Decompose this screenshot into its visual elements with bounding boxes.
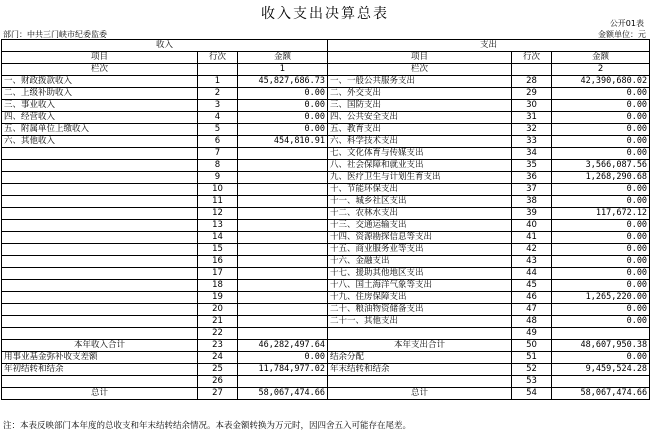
expense-lanci-blank [512,64,552,76]
income-item-cell: 六、其他收入 [2,136,198,148]
amount-unit-label: 金额单位：元 [598,30,646,39]
income-amount-cell: 0.00 [238,352,328,364]
table-row [2,268,650,280]
income-line-cell: 14 [198,232,238,244]
income-section-header: 收入 [2,40,328,52]
expense-amount-cell: 48,607,950.38 [552,340,650,352]
income-amount-cell: 45,827,686.73 [238,76,328,88]
income-amount-cell [238,256,328,268]
expense-amount-cell: 0.00 [552,124,650,136]
expense-line-cell: 28 [512,76,552,88]
table-row [2,160,650,172]
expense-amount-cell: 117,672.12 [552,208,650,220]
expense-item-cell: 总计 [328,388,512,400]
income-amount-cell [238,292,328,304]
income-line-cell: 4 [198,112,238,124]
expense-amount-header: 金额 [552,52,650,64]
expense-amount-cell: 0.00 [552,232,650,244]
income-amount-cell [238,328,328,340]
expense-item-cell: 四、公共安全支出 [328,112,512,124]
table-row [2,364,650,376]
income-lanci-label: 栏次 [2,64,198,76]
expense-line-cell: 38 [512,196,552,208]
expense-item-cell: 十九、住房保障支出 [328,292,512,304]
income-item-cell [2,172,198,184]
expense-line-cell: 32 [512,124,552,136]
table-row [2,280,650,292]
income-line-cell: 13 [198,220,238,232]
expense-amount-cell: 1,268,290.68 [552,172,650,184]
column-index-row [2,64,650,76]
income-line-cell: 12 [198,208,238,220]
income-lanci-blank [198,64,238,76]
income-amount-cell: 454,810.91 [238,136,328,148]
income-line-cell: 26 [198,376,238,388]
income-amount-cell [238,184,328,196]
expense-amount-cell: 0.00 [552,100,650,112]
expense-item-cell: 八、社会保障和就业支出 [328,160,512,172]
expense-amount-cell: 0.00 [552,148,650,160]
expense-lanci-label: 栏次 [328,64,512,76]
expense-amount-cell: 0.00 [552,268,650,280]
income-item-cell [2,376,198,388]
income-amount-cell [238,280,328,292]
expense-item-cell: 十、节能环保支出 [328,184,512,196]
expense-item-cell: 十七、援助其他地区支出 [328,268,512,280]
expense-line-cell: 50 [512,340,552,352]
income-amount-cell: 58,067,474.66 [238,388,328,400]
expense-amount-cell: 0.00 [552,316,650,328]
income-amount-cell: 11,784,977.02 [238,364,328,376]
table-row [2,220,650,232]
income-column-number: 1 [238,64,328,76]
income-line-cell: 24 [198,352,238,364]
expense-line-cell: 29 [512,88,552,100]
table-row [2,184,650,196]
expense-line-cell: 51 [512,352,552,364]
income-line-cell: 22 [198,328,238,340]
expense-amount-cell: 0.00 [552,112,650,124]
expense-column-number: 2 [552,64,650,76]
income-amount-cell [238,304,328,316]
income-item-cell [2,148,198,160]
income-item-cell: 本年收入合计 [2,340,198,352]
table-row [2,100,650,112]
expense-line-cell: 40 [512,220,552,232]
expense-amount-cell: 0.00 [552,196,650,208]
expense-line-cell: 33 [512,136,552,148]
table-row [2,88,650,100]
income-item-cell: 三、事业收入 [2,100,198,112]
expense-item-cell: 二十一、其他支出 [328,316,512,328]
expense-line-cell: 52 [512,364,552,376]
expense-amount-cell: 0.00 [552,184,650,196]
expense-item-cell [328,376,512,388]
income-line-cell: 27 [198,388,238,400]
income-item-cell: 总计 [2,388,198,400]
expense-amount-cell: 1,265,220.00 [552,292,650,304]
expense-line-header: 行次 [512,52,552,64]
expense-line-cell: 46 [512,292,552,304]
income-amount-cell: 46,282,497.64 [238,340,328,352]
income-line-cell: 5 [198,124,238,136]
income-item-cell [2,328,198,340]
income-line-cell: 1 [198,76,238,88]
income-line-cell: 17 [198,268,238,280]
table-row [2,76,650,88]
table-row [2,196,650,208]
income-line-cell: 7 [198,148,238,160]
table-row [2,232,650,244]
expense-item-cell: 三、国防支出 [328,100,512,112]
expense-amount-cell: 0.00 [552,136,650,148]
expense-item-cell: 十一、城乡社区支出 [328,196,512,208]
income-item-cell [2,304,198,316]
income-amount-cell: 0.00 [238,124,328,136]
income-amount-cell [238,376,328,388]
income-amount-cell [238,148,328,160]
table-row [2,256,650,268]
income-amount-cell [238,244,328,256]
expense-item-cell: 十八、国土海洋气象等支出 [328,280,512,292]
table-row [2,376,650,388]
expense-item-header: 项目 [328,52,512,64]
expense-line-cell: 43 [512,256,552,268]
expense-item-cell: 二、外交支出 [328,88,512,100]
expense-item-cell: 五、教育支出 [328,124,512,136]
table-row [2,328,650,340]
table-row [2,304,650,316]
income-amount-cell [238,172,328,184]
table-body [2,76,650,400]
income-item-cell [2,160,198,172]
table-row [2,172,650,184]
expense-line-cell: 41 [512,232,552,244]
expense-amount-cell: 0.00 [552,244,650,256]
income-item-cell [2,280,198,292]
expense-amount-cell: 3,566,087.56 [552,160,650,172]
expense-item-cell: 本年支出合计 [328,340,512,352]
income-amount-cell [238,208,328,220]
expense-line-cell: 35 [512,160,552,172]
income-line-cell: 6 [198,136,238,148]
income-amount-cell [238,220,328,232]
income-line-cell: 20 [198,304,238,316]
income-line-cell: 8 [198,160,238,172]
income-item-cell: 四、经营收入 [2,112,198,124]
table-row [2,352,650,364]
income-item-cell [2,208,198,220]
income-item-cell [2,196,198,208]
table-row [2,112,650,124]
income-item-cell [2,292,198,304]
income-item-cell [2,316,198,328]
report-title: 收入支出决算总表 [261,6,389,22]
expense-amount-cell: 0.00 [552,304,650,316]
income-amount-cell: 0.00 [238,100,328,112]
expense-item-cell: 一、一般公共服务支出 [328,76,512,88]
expense-line-cell: 42 [512,244,552,256]
income-amount-cell [238,268,328,280]
table-row [2,292,650,304]
expense-item-cell: 九、医疗卫生与计划生育支出 [328,172,512,184]
expense-amount-cell: 9,459,524.28 [552,364,650,376]
expense-line-cell: 45 [512,280,552,292]
expense-line-cell: 34 [512,148,552,160]
income-amount-cell: 0.00 [238,112,328,124]
expense-amount-cell: 0.00 [552,88,650,100]
income-item-cell: 一、财政拨款收入 [2,76,198,88]
column-header-row [2,52,650,64]
expense-line-cell: 53 [512,376,552,388]
table-row [2,244,650,256]
income-line-cell: 10 [198,184,238,196]
income-amount-cell [238,232,328,244]
table-row [2,340,650,352]
expense-item-cell: 六、科学技术支出 [328,136,512,148]
expense-amount-cell: 0.00 [552,352,650,364]
expense-item-cell: 年末结转和结余 [328,364,512,376]
income-item-cell [2,268,198,280]
expense-item-cell [328,328,512,340]
income-expense-table [1,39,650,400]
table-row [2,148,650,160]
expense-item-cell: 十二、农林水支出 [328,208,512,220]
expense-amount-cell [552,376,650,388]
income-item-cell [2,256,198,268]
expense-line-cell: 39 [512,208,552,220]
income-line-cell: 3 [198,100,238,112]
table-row [2,124,650,136]
table-row [2,208,650,220]
income-line-cell: 25 [198,364,238,376]
income-line-cell: 19 [198,292,238,304]
table-row [2,136,650,148]
expense-item-cell: 十五、商业服务业等支出 [328,244,512,256]
table-row [2,316,650,328]
expense-amount-cell: 0.00 [552,220,650,232]
income-amount-cell: 0.00 [238,88,328,100]
income-line-header: 行次 [198,52,238,64]
income-amount-cell [238,196,328,208]
income-line-cell: 18 [198,280,238,292]
expense-item-cell: 结余分配 [328,352,512,364]
income-item-cell [2,184,198,196]
income-item-cell: 年初结转和结余 [2,364,198,376]
expense-item-cell: 十四、资源勘探信息等支出 [328,232,512,244]
footnote: 注：本表反映部门本年度的总收支和年末结转结余情况。本表金额转换为万元时，因四舍五入可能存在尾差。 [3,421,412,431]
income-item-cell [2,220,198,232]
income-line-cell: 16 [198,256,238,268]
expense-line-cell: 49 [512,328,552,340]
income-amount-cell [238,316,328,328]
income-line-cell: 21 [198,316,238,328]
expense-line-cell: 36 [512,172,552,184]
expense-line-cell: 44 [512,268,552,280]
income-amount-cell [238,160,328,172]
income-item-cell: 二、上级补助收入 [2,88,198,100]
expense-item-cell: 七、文化体育与传媒支出 [328,148,512,160]
expense-section-header: 支出 [328,40,650,52]
expense-line-cell: 30 [512,100,552,112]
form-number: 公开01表 [609,19,644,28]
expense-item-cell: 十六、金融支出 [328,256,512,268]
income-item-cell [2,232,198,244]
expense-line-cell: 31 [512,112,552,124]
expense-line-cell: 37 [512,184,552,196]
expense-amount-cell: 58,067,474.66 [552,388,650,400]
expense-amount-cell: 0.00 [552,280,650,292]
income-line-cell: 23 [198,340,238,352]
expense-item-cell: 二十、粮油物资储备支出 [328,304,512,316]
income-line-cell: 9 [198,172,238,184]
table-row [2,388,650,400]
income-item-cell [2,244,198,256]
income-line-cell: 11 [198,196,238,208]
income-item-cell: 五、附属单位上缴收入 [2,124,198,136]
section-header-row [2,40,650,52]
income-line-cell: 15 [198,244,238,256]
income-amount-header: 金额 [238,52,328,64]
expense-amount-cell [552,328,650,340]
income-item-header: 项目 [2,52,198,64]
income-item-cell: 用事业基金弥补收支差额 [2,352,198,364]
department-label: 部门：中共三门峡市纪委监委 [3,30,107,39]
expense-line-cell: 54 [512,388,552,400]
expense-amount-cell: 42,390,680.02 [552,76,650,88]
income-line-cell: 2 [198,88,238,100]
expense-amount-cell: 0.00 [552,256,650,268]
expense-line-cell: 48 [512,316,552,328]
expense-line-cell: 47 [512,304,552,316]
expense-item-cell: 十三、交通运输支出 [328,220,512,232]
